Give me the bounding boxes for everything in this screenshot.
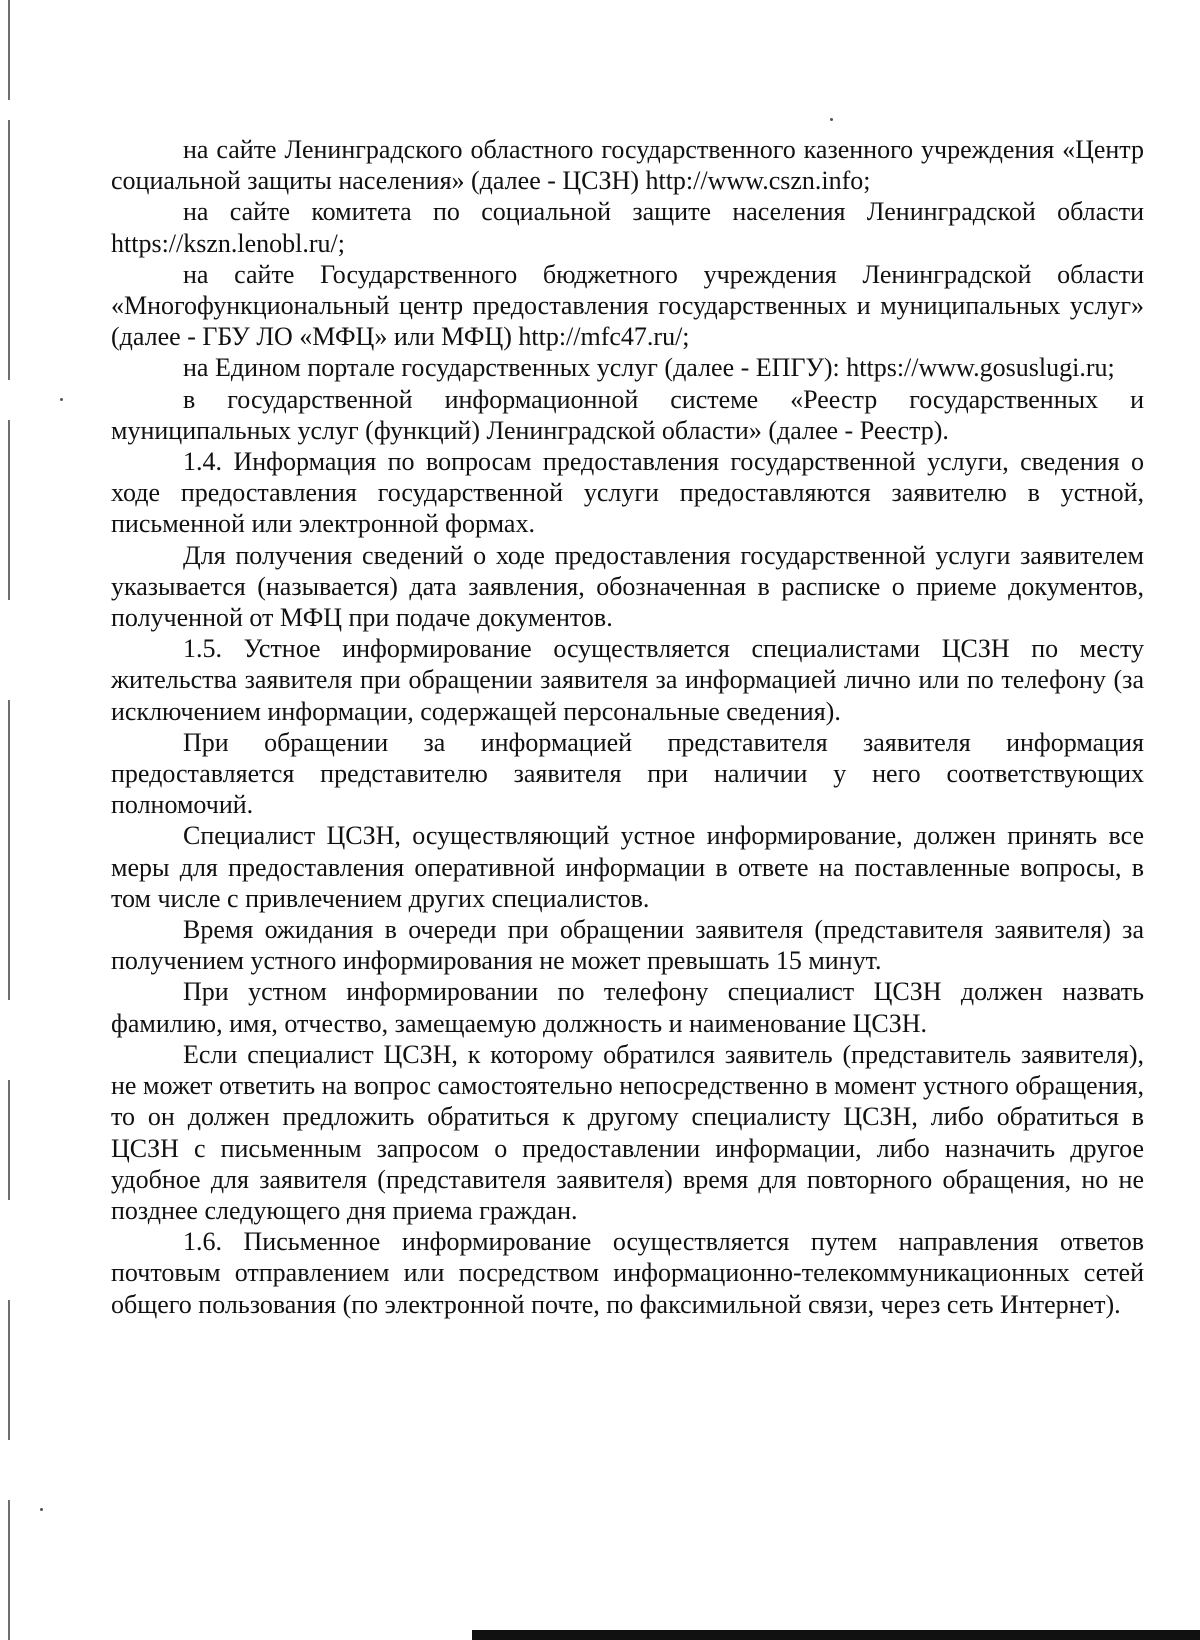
- paragraph-1-4: 1.4. Информация по вопросам предоставления государственной услуги, сведения о ходе предоставления государственной услуги предоставляются заявителю в устной, письменной или электронной формах.: [111, 447, 1144, 539]
- scan-edge-line: [8, 120, 10, 380]
- paragraph-1-5: 1.5. Устное информирование осуществляется специалистами ЦСЗН по месту жительства заявителя при обращении заявителя за информацией лично или по телефону (за исключением информации, содержащей персональные сведения).: [111, 634, 1144, 726]
- paragraph-specialist: Специалист ЦСЗН, осуществляющий устное информирование, должен принять все меры для предоставления оперативной информации в ответе на поставленные вопросы, в том числе с привлечением других специалистов.: [111, 821, 1144, 913]
- paragraph-phone-info: При устном информировании по телефону специалист ЦСЗН должен назвать фамилию, имя, отчество, замещаемую должность и наименование ЦСЗН.: [111, 977, 1144, 1038]
- scan-bottom-edge: [472, 1630, 1200, 1640]
- paragraph-status-info: Для получения сведений о ходе предоставления государственной услуги заявителем указывается (называется) дата заявления, обозначенная в расписке о приеме документов, полученной от МФЦ при подаче документов.: [111, 540, 1144, 633]
- scan-edge-line: [8, 1300, 10, 1440]
- scan-speck: [830, 118, 833, 121]
- paragraph-waiting-time: Время ожидания в очереди при обращении заявителя (представителя заявителя) за получением устного информирования не может превышать 15 минут.: [111, 915, 1144, 976]
- scan-edge-line: [8, 420, 10, 600]
- scan-speck: [60, 398, 63, 401]
- paragraph-cszn-site: на сайте Ленинградского областного государственного казенного учреждения «Центр социальной защиты населения» (далее - ЦСЗН) http://www.cszn.info;: [111, 135, 1144, 196]
- paragraph-redirect: Если специалист ЦСЗН, к которому обратился заявитель (представитель заявителя), не может ответить на вопрос самостоятельно непосредственно в момент устного обращения, то он должен предложить обратиться к другому специалисту ЦСЗН, либо обратиться в ЦСЗН с письменным запросом о предоставлении информации, либо назначить другое удобное для заявителя (представителя заявителя) время для повторного обращения, но не позднее следующего дня приема граждан.: [111, 1039, 1144, 1225]
- scan-edge-line: [8, 1500, 10, 1640]
- paragraph-kszn-site: на сайте комитета по социальной защите населения Ленинградской области https://kszn.lenobl.ru/;: [111, 197, 1144, 258]
- scan-edge-line: [8, 1080, 10, 1200]
- scan-edge-line: [8, 0, 10, 100]
- paragraph-mfc-site: на сайте Государственного бюджетного учреждения Ленинградской области «Многофункциональный центр предоставления государственных и муниципальных услуг» (далее - ГБУ ЛО «МФЦ» или МФЦ) http://mfc47.ru/;: [111, 259, 1144, 352]
- scan-speck: [40, 1508, 43, 1511]
- paragraph-epgu: на Едином портале государственных услуг (далее - ЕПГУ): https://www.gosuslugi.ru;: [183, 353, 1115, 383]
- paragraph-registry: в государственной информационной системе «Реестр государственных и муниципальных услуг (функций) Ленинградской области» (далее - Реестр).: [111, 384, 1144, 445]
- document-body: [111, 134, 1144, 1320]
- paragraph-1-6: 1.6. Письменное информирование осуществляется путем направления ответов почтовым отправлением или посредством информационно-телекоммуникационных сетей общего пользования (по электронной почте, по факсимильной связи, через сеть Интернет).: [111, 1227, 1144, 1319]
- paragraph-representative: При обращении за информацией представителя заявителя информация предоставляется представителю заявителя при наличии у него соответствующих полномочий.: [111, 727, 1144, 820]
- scan-edge-line: [8, 700, 10, 1000]
